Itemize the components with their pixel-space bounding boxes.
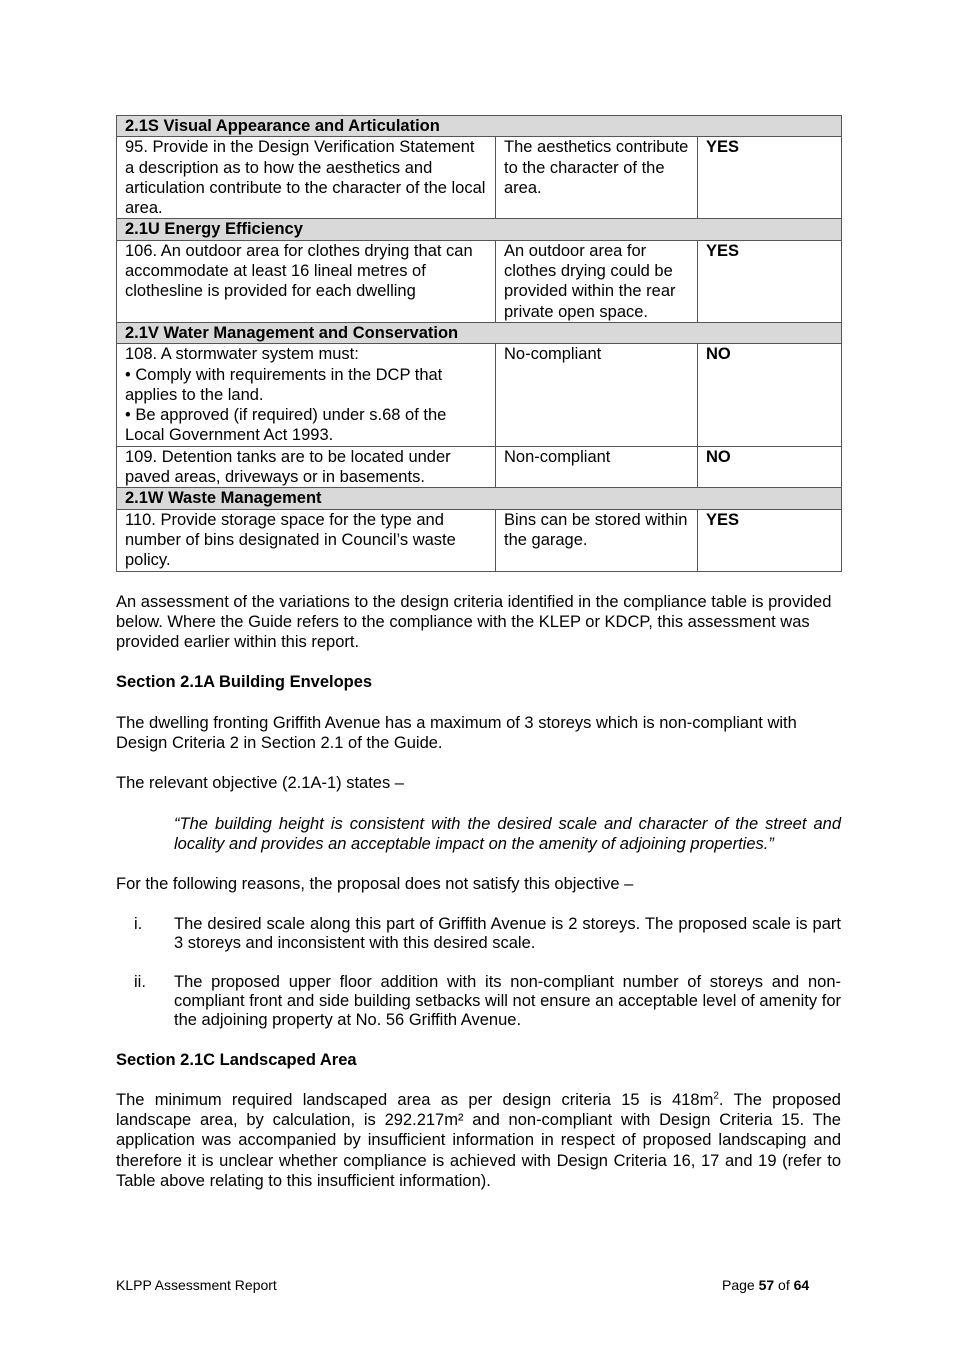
- criteria-cell: 110. Provide storage space for the type and number of bins designated in Council’s waste policy.: [117, 509, 496, 571]
- reason-item: [116, 973, 841, 1030]
- section-title: 2.1W Waste Management: [117, 488, 842, 509]
- page-prefix: Page: [722, 1277, 759, 1293]
- paragraph: For the following reasons, the proposal does not satisfy this objective –: [116, 875, 634, 894]
- comment-cell: Bins can be stored within the garage.: [496, 509, 698, 571]
- section-header-row: [117, 488, 842, 509]
- section-header-row: [117, 219, 842, 240]
- reason-number: i.: [134, 914, 143, 933]
- objective-quote: “The building height is consistent with the desired scale and character of the street and locality and provides an acceptable impact on the amenity of adjoining properties.”: [174, 814, 841, 853]
- landscaped-paragraph: [116, 1090, 841, 1191]
- result-cell: YES: [698, 509, 842, 571]
- page-total: 64: [793, 1277, 810, 1293]
- section-header-row: [117, 322, 842, 343]
- comment-cell: The aesthetics contribute to the character of the area.: [496, 137, 698, 219]
- text-run: . The proposed landscape area, by calculation, is 292.217m² and non-compliant with Design Criteria 15. The application was accompanied by insufficient information in respect of proposed landscaping and therefore it is unclear whether compliance is achieved with Design Criteria 16, 17 and 19 (refer to Table above relating to this insufficient information).: [116, 1090, 841, 1190]
- table-row: [117, 240, 842, 322]
- criteria-bullet: • Comply with requirements in the DCP that applies to the land.: [125, 365, 443, 404]
- criteria-line: 108. A stormwater system must:: [125, 345, 359, 364]
- comment-cell: An outdoor area for clothes drying could be provided within the rear private open space.: [496, 240, 698, 322]
- section-title: 2.1U Energy Efficiency: [117, 219, 842, 240]
- table-row: [117, 137, 842, 219]
- compliance-table: [116, 115, 842, 572]
- reason-text: The proposed upper floor addition with its non-compliant number of storeys and non-compliant front and side building setbacks will not ensure an acceptable level of amenity for the adjoining property at No. 56 Griffith Avenue.: [174, 972, 841, 1029]
- paragraph: The dwelling fronting Griffith Avenue has a maximum of 3 storeys which is non-compliant with Design Criteria 2 in Section 2.1 of the Guide.: [116, 713, 797, 753]
- section-header-row: [117, 116, 842, 137]
- result-cell: NO: [698, 446, 842, 488]
- criteria-cell: 95. Provide in the Design Verification Statement a description as to how the aesthetics and articulation contribute to the character of the local area.: [117, 137, 496, 219]
- table-row: [117, 344, 842, 446]
- criteria-cell: [117, 344, 496, 446]
- criteria-bullet: • Be approved (if required) under s.68 of the Local Government Act 1993.: [125, 406, 447, 445]
- comment-cell: No-compliant: [496, 344, 698, 446]
- criteria-cell: 109. Detention tanks are to be located under paved areas, driveways or in basements.: [117, 446, 496, 488]
- footer-report-title: KLPP Assessment Report: [116, 1277, 277, 1293]
- table-row: [117, 509, 842, 571]
- section-title: 2.1S Visual Appearance and Articulation: [117, 116, 842, 137]
- reason-number: ii.: [134, 972, 146, 991]
- page-content: [116, 115, 841, 1191]
- comment-cell: Non-compliant: [496, 446, 698, 488]
- result-cell: YES: [698, 137, 842, 219]
- section-title: 2.1V Water Management and Conservation: [117, 322, 842, 343]
- result-cell: NO: [698, 344, 842, 446]
- page-current: 57: [758, 1277, 775, 1293]
- table-row: [117, 446, 842, 488]
- superscript: 2: [713, 1090, 719, 1102]
- paragraph: The relevant objective (2.1A-1) states –: [116, 774, 404, 793]
- page-of: of: [774, 1277, 794, 1293]
- result-cell: YES: [698, 240, 842, 322]
- section-heading-landscaped-area: Section 2.1C Landscaped Area: [116, 1050, 357, 1069]
- text-run: The minimum required landscaped area as per design criteria 15 is 418m: [116, 1090, 714, 1109]
- footer-page-number: [722, 1277, 809, 1293]
- section-heading-building-envelopes: Section 2.1A Building Envelopes: [116, 673, 373, 692]
- intro-paragraph: An assessment of the variations to the design criteria identified in the compliance table is provided below. Where the Guide refers to the compliance with the KLEP or KDCP, this assessment was provided earlier within this report.: [116, 592, 832, 652]
- criteria-cell: 106. An outdoor area for clothes drying that can accommodate at least 16 lineal metres of clothesline is provided for each dwelling: [117, 240, 496, 322]
- reason-item: [116, 915, 841, 953]
- reason-text: The desired scale along this part of Griffith Avenue is 2 storeys. The proposed scale is part 3 storeys and inconsistent with this desired scale.: [174, 914, 841, 952]
